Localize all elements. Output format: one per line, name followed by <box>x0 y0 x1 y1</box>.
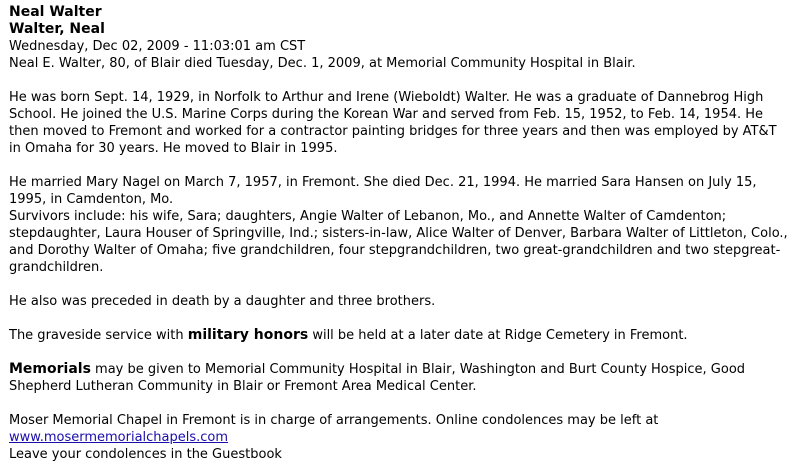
service-paragraph <box>9 327 791 344</box>
marriage-paragraph: He married Mary Nagel on March 7, 1957, in Fremont. She died Dec. 21, 1994. He married Sara Hansen on July 15, 1995, in Camdenton, Mo. <box>9 175 757 207</box>
preceded-paragraph: He also was preceded in death by a daughter and three brothers. <box>9 294 436 309</box>
memorials-heading: Memorials <box>9 361 91 377</box>
military-honors-text: military honors <box>187 327 309 343</box>
biography-paragraph: He was born Sept. 14, 1929, in Norfolk to Arthur and Irene (Wieboldt) Walter. He was a graduate of Dannebrog High School. He joined the U.S. Marine Corps during the Korean War and served from Feb. 15, 1952, to Feb. 14, 1954. He then moved to Fremont and worked for a contractor painting bridges for three years and then was employed by AT&T in Omaha for 30 years. He moved to Blair in 1995. <box>9 90 777 156</box>
publish-timestamp: Wednesday, Dec 02, 2009 - 11:03:01 am CST <box>9 39 306 54</box>
arrangements-paragraph: Moser Memorial Chapel in Fremont is in charge of arrangements. Online condolences may be left at <box>9 413 659 428</box>
intro-paragraph: Neal E. Walter, 80, of Blair died Tuesday, Dec. 1, 2009, at Memorial Community Hospital in Blair. <box>9 56 636 71</box>
obituary-name: Neal Walter <box>9 4 102 20</box>
service-text-pre: The graveside service with <box>9 328 188 343</box>
memorials-paragraph <box>9 361 791 395</box>
survivors-paragraph: Survivors include: his wife, Sara; daughters, Angie Walter of Lebanon, Mo., and Annette Walter of Camdenton; stepdaughter, Laura Houser of Springville, Ind.; sisters-in-law, Alice Walter of Denver, Barbara Walter of Littleton, Colo., and Dorothy Walter of Omaha; five grandchildren, four stepgrandchildren, two great-grandchildren and two stepgreat-grandchildren. <box>9 209 788 275</box>
memorials-text: may be given to Memorial Community Hospital in Blair, Washington and Burt County Hospice, Good Shepherd Lutheran Community in Blair or Fremont Area Medical Center. <box>9 362 746 394</box>
funeral-home-link[interactable]: www.mosermemorialchapels.com <box>9 430 229 445</box>
obituary-name-reversed: Walter, Neal <box>9 21 105 37</box>
guestbook-text: Leave your condolences in the Guestbook <box>9 447 282 462</box>
service-text-post: will be held at a later date at Ridge Cemetery in Fremont. <box>308 328 688 343</box>
